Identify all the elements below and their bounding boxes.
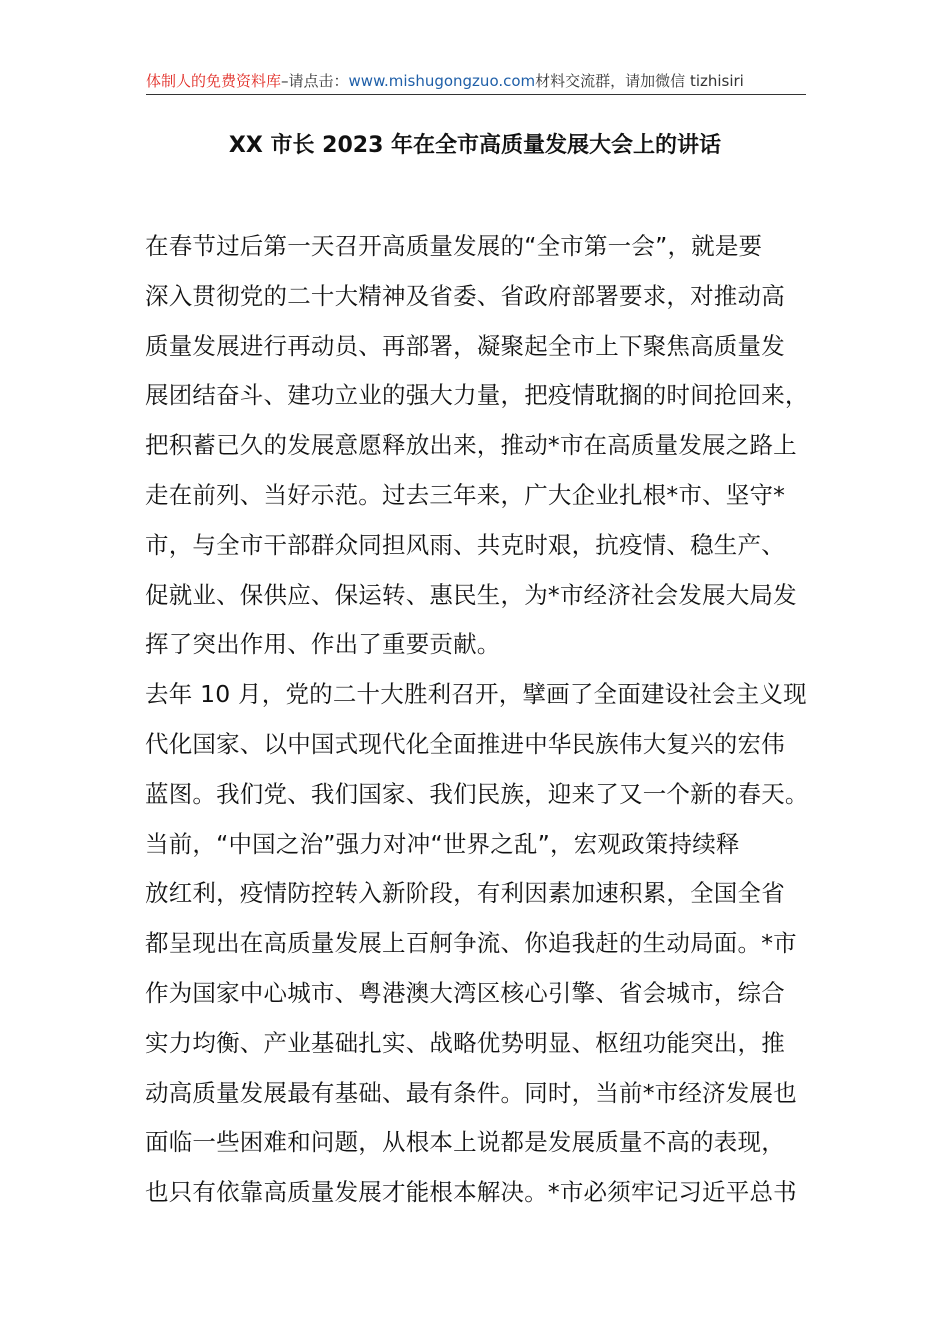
body-line: 展团结奋斗、建功立业的强大力量，把疫情耽搁的时间抢回来， (145, 381, 809, 410)
body-line: 都呈现出在高质量发展上百舸争流、你追我赶的生动局面。*市 (145, 929, 797, 958)
body-line: 走在前列、当好示范。过去三年来，广大企业扎根*市、坚守* (145, 480, 786, 509)
header-website-link[interactable]: www.mishugongzuo.com (348, 72, 536, 90)
body-line: 市，与全市干部群众同担风雨、共克时艰，抗疫情、稳生产、 (145, 530, 785, 559)
body-line: 面临一些困难和问题，从根本上说都是发展质量不高的表现， (145, 1128, 785, 1157)
document-body (145, 222, 821, 1218)
page-header (146, 68, 806, 95)
header-prompt: –请点击： (281, 72, 349, 90)
body-line: 促就业、保供应、保运转、惠民生，为*市经济社会发展大局发 (145, 580, 797, 609)
document-title: XX 市长 2023 年在全市高质量发展大会上的讲话 (228, 133, 722, 158)
body-line: 动高质量发展最有基础、最有条件。同时，当前*市经济发展也 (145, 1078, 797, 1107)
body-line: 当前，“中国之治”强力对冲“世界之乱”，宏观政策持续释 (145, 829, 740, 858)
body-line: 把积蓄已久的发展意愿释放出来，推动*市在高质量发展之路上 (145, 431, 797, 460)
body-line: 放红利，疫情防控转入新阶段，有利因素加速积累，全国全省 (145, 879, 785, 908)
body-line: 代化国家、以中国式现代化全面推进中华民族伟大复兴的宏伟 (145, 729, 785, 758)
header-brand: 体制人的免费资料库 (146, 72, 282, 90)
body-line: 质量发展进行再动员、再部署，凝聚起全市上下聚焦高质量发 (145, 331, 785, 360)
body-line: 作为国家中心城市、粤港澳大湾区核心引擎、省会城市，综合 (145, 978, 785, 1007)
body-line: 蓝图。我们党、我们国家、我们民族，迎来了又一个新的春天。 (145, 779, 809, 808)
body-line: 也只有依靠高质量发展才能根本解决。*市必须牢记习近平总书 (145, 1178, 797, 1207)
body-line: 去年 10 月，党的二十大胜利召开，擘画了全面建设社会主义现 (145, 680, 807, 709)
body-line: 挥了突出作用、作出了重要贡献。 (145, 630, 501, 659)
body-line: 实力均衡、产业基础扎实、战略优势明显、枢纽功能突出，推 (145, 1028, 785, 1057)
body-line: 在春节过后第一天召开高质量发展的“全市第一会”，就是要 (145, 232, 763, 260)
header-tail-text: 材料交流群，请加微信 tizhisiri (535, 72, 744, 90)
body-line: 深入贯彻党的二十大精神及省委、省政府部署要求，对推动高 (145, 281, 785, 310)
